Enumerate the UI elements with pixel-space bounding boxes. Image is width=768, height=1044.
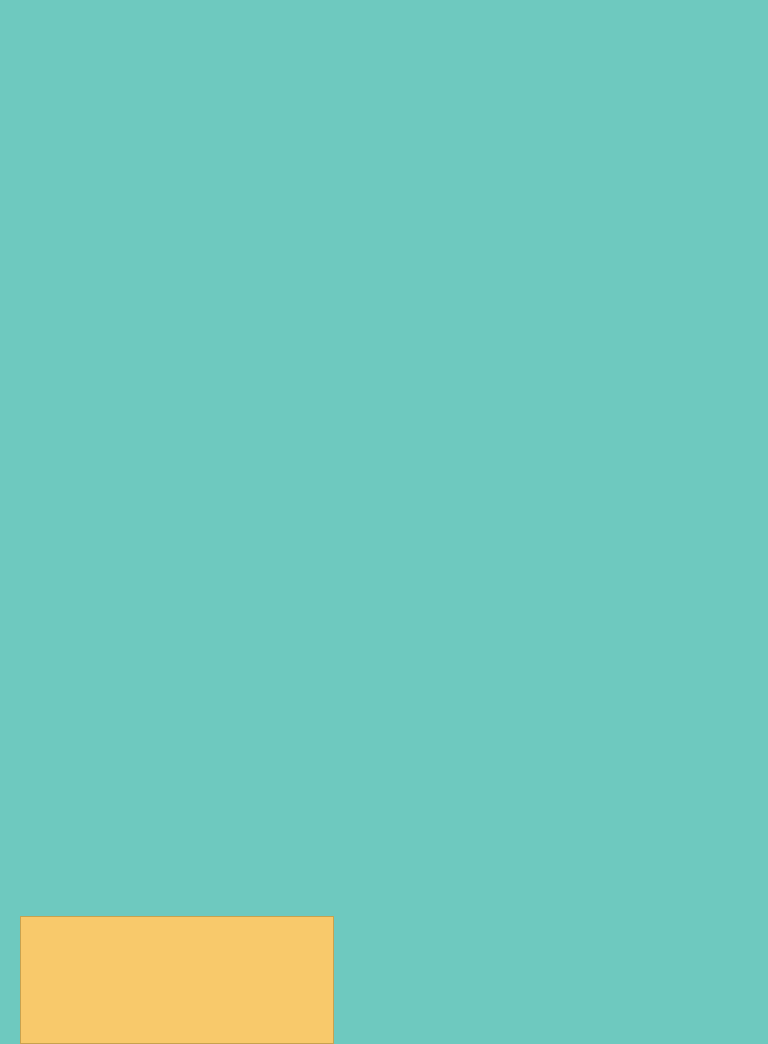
srp-text-box (20, 916, 334, 1044)
leaves-decoration-middle (70, 610, 270, 830)
leaves-decoration-top (0, 0, 420, 330)
